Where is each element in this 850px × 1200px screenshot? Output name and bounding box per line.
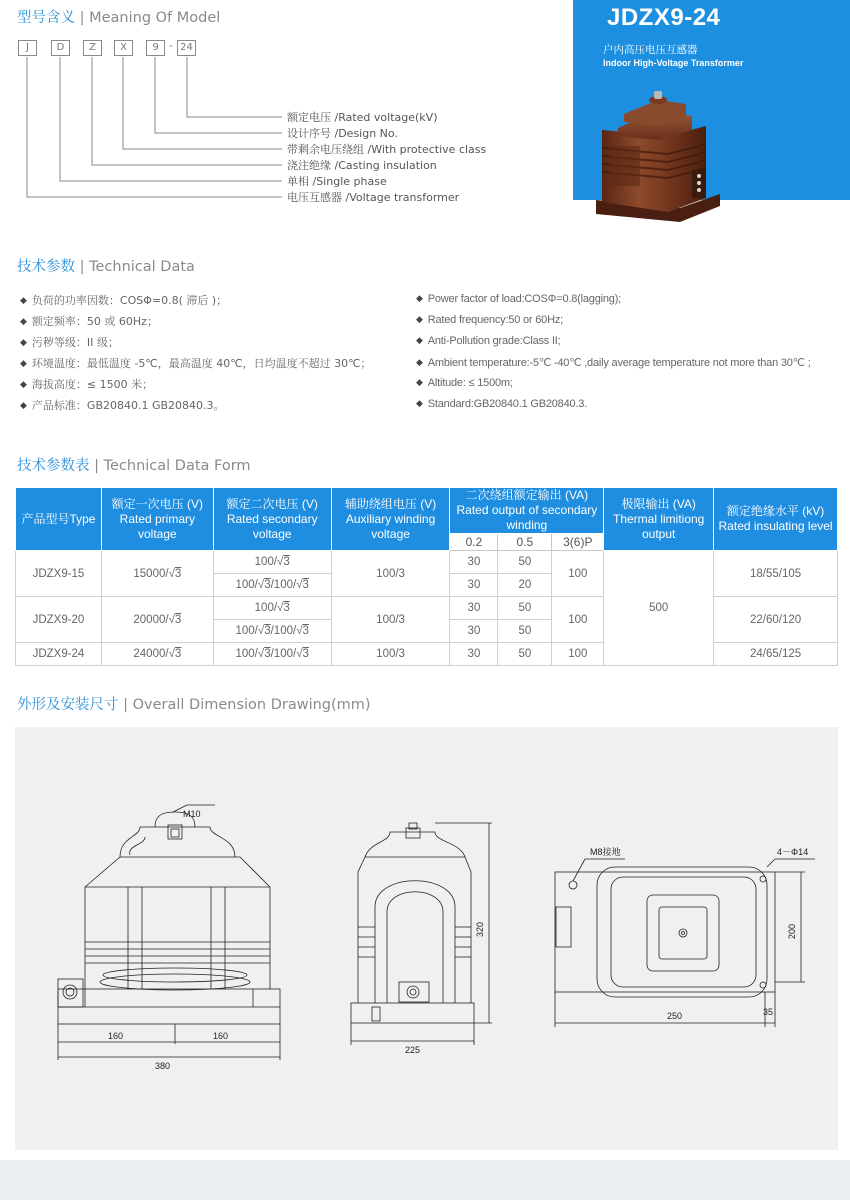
sqrt-digit: 3 bbox=[264, 648, 271, 660]
tech-item-cn-text: 污秽等级：II 级； bbox=[31, 336, 119, 349]
tech-item-cn: ◆ 污秽等级：II 级； bbox=[20, 336, 119, 349]
cell-insulation: 22/60/120 bbox=[714, 597, 838, 643]
cell-auxiliary: 100/3 bbox=[331, 551, 450, 597]
tech-item-cn: ◆ 环境温度：最低温度 -5℃，最高温度 40℃，日均温度不超过 30℃； bbox=[20, 357, 372, 370]
tech-item-en-text: Rated frequency:50 or 60Hz; bbox=[427, 314, 563, 326]
model-dash: - bbox=[169, 41, 173, 52]
cell-output-05: 50 bbox=[498, 620, 552, 643]
model-letter-d: D bbox=[51, 40, 70, 56]
sqrt-digit: 3 bbox=[264, 625, 271, 637]
sqrt-symbol: √3 bbox=[277, 556, 290, 568]
secondary-value: /100/ bbox=[270, 579, 297, 591]
label-m8: M8接地 bbox=[590, 847, 621, 857]
tech-item-en: ◆ Power factor of load:COSΦ=0.8(lagging); bbox=[416, 293, 622, 305]
tech-title-cn: 技术参数 bbox=[17, 259, 75, 275]
sqrt-digit: 3 bbox=[302, 579, 309, 591]
label-holes: 4－Φ14 bbox=[777, 847, 809, 857]
header-auxiliary: 辅助绕组电压 (V) Auxiliary winding voltage bbox=[331, 488, 450, 551]
primary-value: 20000/ bbox=[133, 613, 169, 626]
cell-output-05: 50 bbox=[498, 551, 552, 574]
meaning-casting-insulation: 浇注绝缘 /Casting insulation bbox=[287, 159, 437, 172]
secondary-value: 100/ bbox=[235, 579, 258, 591]
technical-data-table bbox=[15, 487, 838, 666]
cell-type: JDZX9-20 bbox=[16, 597, 102, 643]
footer-band bbox=[0, 1160, 850, 1200]
cell-secondary bbox=[213, 597, 331, 620]
cell-secondary bbox=[213, 551, 331, 574]
sqrt-digit: 3 bbox=[174, 648, 182, 660]
tech-item-en: ◆ Anti-Pollution grade:Class II; bbox=[416, 335, 561, 347]
cell-output-02: 30 bbox=[450, 574, 498, 597]
model-letter-9: 9 bbox=[146, 40, 165, 56]
cell-thermal: 500 bbox=[604, 551, 714, 666]
product-photo bbox=[588, 90, 728, 240]
header-primary: 额定一次电压 (V) Rated primary voltage bbox=[101, 488, 213, 551]
sqrt-digit: 3 bbox=[264, 579, 271, 591]
tech-item-en: ◆ Ambient temperature:-5℃ -40℃ ,daily average temperature not more than 30℃ ; bbox=[416, 357, 811, 369]
cell-output-02: 30 bbox=[450, 597, 498, 620]
cell-output-3p: 100 bbox=[552, 643, 604, 666]
product-name-cn: 户内高压电压互感器 bbox=[603, 44, 698, 56]
meaning-rated-voltage: 额定电压 /Rated voltage(kV) bbox=[287, 111, 438, 124]
cell-output-02: 30 bbox=[450, 643, 498, 666]
sqrt-symbol: √3 bbox=[168, 648, 182, 660]
cell-primary bbox=[101, 551, 213, 597]
label-320: 320 bbox=[475, 921, 485, 937]
tech-item-en-text: Altitude: ≤ 1500m; bbox=[427, 377, 513, 389]
tech-item-en-text: Power factor of load:COSΦ=0.8(lagging); bbox=[427, 293, 622, 305]
title-separator: | bbox=[79, 10, 85, 26]
label-35: 35 bbox=[763, 1007, 774, 1017]
header-class-05: 0.5 bbox=[498, 534, 552, 551]
cell-secondary bbox=[213, 620, 331, 643]
meaning-voltage-transformer: 电压互感器 /Voltage transformer bbox=[287, 191, 460, 204]
model-title-en: Meaning Of Model bbox=[89, 10, 221, 26]
sqrt-digit: 3 bbox=[283, 556, 290, 568]
sqrt-symbol: √3 bbox=[296, 648, 309, 660]
header-class-3p: 3(6)P bbox=[552, 534, 604, 551]
cell-secondary bbox=[213, 643, 331, 666]
sqrt-symbol: √3 bbox=[296, 625, 309, 637]
primary-value: 15000/ bbox=[133, 567, 169, 580]
model-leader-lines bbox=[0, 0, 290, 210]
product-model-title: JDZX9-24 bbox=[607, 4, 721, 31]
model-letter-24: 24 bbox=[177, 40, 196, 56]
title-separator: | bbox=[94, 458, 99, 474]
cell-type: JDZX9-24 bbox=[16, 643, 102, 666]
tech-item-cn: ◆ 海拔高度：≤ 1500 米； bbox=[20, 378, 154, 391]
tech-item-en-text: Anti-Pollution grade:Class II; bbox=[427, 335, 561, 347]
cell-type: JDZX9-15 bbox=[16, 551, 102, 597]
header-thermal: 极限输出 (VA) Thermal limitiong output bbox=[604, 488, 714, 551]
cell-output-05: 20 bbox=[498, 574, 552, 597]
label-380: 380 bbox=[155, 1061, 171, 1071]
sqrt-symbol: √3 bbox=[277, 602, 290, 614]
label-160-left: 160 bbox=[108, 1031, 124, 1041]
product-name-en: Indoor High-Voltage Transformer bbox=[603, 58, 744, 68]
sqrt-digit: 3 bbox=[302, 625, 309, 637]
cell-primary bbox=[101, 643, 213, 666]
table-row bbox=[16, 643, 838, 666]
header-rated-output: 二次绕组额定输出 (VA) Rated output of secondary winding bbox=[450, 488, 604, 534]
title-separator: | bbox=[79, 259, 85, 275]
sqrt-symbol: √3 bbox=[168, 567, 182, 580]
tech-section-title bbox=[17, 255, 195, 276]
model-title-cn: 型号含义 bbox=[17, 10, 75, 26]
cell-output-3p: 100 bbox=[552, 597, 604, 643]
sqrt-digit: 3 bbox=[174, 613, 182, 626]
meaning-protective-class: 带剩余电压绕组 /With protective class bbox=[287, 143, 487, 156]
dimension-drawing-area bbox=[15, 727, 838, 1150]
meaning-design-no: 设计序号 /Design No. bbox=[287, 127, 398, 140]
tech-item-cn-text: 额定频率：50 或 60Hz； bbox=[31, 315, 158, 328]
cell-output-05: 50 bbox=[498, 597, 552, 620]
secondary-value: 100/ bbox=[235, 625, 258, 637]
tech-item-cn: ◆ 额定频率：50 或 60Hz； bbox=[20, 315, 158, 328]
dimension-drawing bbox=[15, 727, 838, 1150]
secondary-value: /100/ bbox=[270, 648, 297, 660]
cell-output-02: 30 bbox=[450, 620, 498, 643]
sqrt-symbol: √3 bbox=[296, 579, 309, 591]
secondary-value: 100/ bbox=[254, 556, 278, 568]
cell-primary bbox=[101, 597, 213, 643]
sqrt-symbol: √3 bbox=[168, 613, 182, 626]
label-225: 225 bbox=[405, 1045, 421, 1055]
table-title-cn: 技术参数表 bbox=[17, 458, 90, 474]
tech-item-cn: ◆ 负荷的功率因数：COSΦ=0.8( 滞后 )； bbox=[20, 294, 228, 307]
meaning-single-phase: 单相 /Single phase bbox=[287, 175, 387, 188]
tech-item-en: ◆ Altitude: ≤ 1500m; bbox=[416, 377, 513, 389]
tech-item-cn: ◆ 产品标准：GB20840.1 GB20840.3。 bbox=[20, 399, 225, 412]
tech-item-cn-text: 海拔高度：≤ 1500 米； bbox=[31, 378, 154, 391]
table-title-en: Technical Data Form bbox=[103, 458, 251, 474]
model-letter-z: Z bbox=[83, 40, 102, 56]
sqrt-digit: 3 bbox=[302, 648, 309, 660]
model-letter-j: J bbox=[18, 40, 37, 56]
label-160-right: 160 bbox=[213, 1031, 229, 1041]
label-250: 250 bbox=[667, 1011, 683, 1021]
table-row bbox=[16, 551, 838, 574]
sqrt-digit: 3 bbox=[283, 602, 290, 614]
sqrt-digit: 3 bbox=[174, 567, 182, 580]
cell-output-3p: 100 bbox=[552, 551, 604, 597]
model-letter-x: X bbox=[114, 40, 133, 56]
tech-item-en: ◆ Standard:GB20840.1 GB20840.3. bbox=[416, 398, 588, 410]
sqrt-symbol: √3 bbox=[257, 648, 271, 660]
cell-auxiliary: 100/3 bbox=[331, 643, 450, 666]
sqrt-symbol: √3 bbox=[257, 625, 271, 637]
label-200: 200 bbox=[787, 923, 797, 939]
header-secondary: 额定二次电压 (V) Rated secondary voltage bbox=[213, 488, 331, 551]
cell-insulation: 18/55/105 bbox=[714, 551, 838, 597]
cell-insulation: 24/65/125 bbox=[714, 643, 838, 666]
drawing-section-title bbox=[17, 693, 371, 714]
secondary-value: 100/ bbox=[235, 648, 258, 660]
header-insulation: 额定绝缘水平 (kV) Rated insulating level bbox=[714, 488, 838, 551]
primary-value: 24000/ bbox=[133, 648, 169, 660]
tech-item-cn-text: 负荷的功率因数：COSΦ=0.8( 滞后 )； bbox=[31, 294, 228, 307]
cell-output-05: 50 bbox=[498, 643, 552, 666]
tech-item-cn-text: 环境温度：最低温度 -5℃，最高温度 40℃，日均温度不超过 30℃； bbox=[31, 357, 372, 370]
tech-item-en: ◆ Rated frequency:50 or 60Hz; bbox=[416, 314, 563, 326]
tech-item-cn-text: 产品标准：GB20840.1 GB20840.3。 bbox=[31, 399, 225, 412]
secondary-value: /100/ bbox=[270, 625, 297, 637]
cell-output-02: 30 bbox=[450, 551, 498, 574]
tech-item-en-text: Standard:GB20840.1 GB20840.3. bbox=[427, 398, 588, 410]
label-m10: M10 bbox=[183, 809, 201, 819]
cell-secondary bbox=[213, 574, 331, 597]
secondary-value: 100/ bbox=[254, 602, 278, 614]
title-separator: | bbox=[123, 697, 128, 713]
table-section-title bbox=[17, 454, 251, 475]
tech-title-en: Technical Data bbox=[89, 259, 195, 275]
header-type: 产品型号Type bbox=[16, 488, 102, 551]
drawing-title-en: Overall Dimension Drawing(mm) bbox=[132, 697, 371, 713]
drawing-title-cn: 外形及安装尺寸 bbox=[17, 697, 119, 713]
cell-auxiliary: 100/3 bbox=[331, 597, 450, 643]
sqrt-symbol: √3 bbox=[257, 579, 271, 591]
header-class-02: 0.2 bbox=[450, 534, 498, 551]
tech-item-en-text: Ambient temperature:-5℃ -40℃ ,daily average temperature not more than 30℃ ; bbox=[427, 357, 811, 369]
table-row bbox=[16, 597, 838, 620]
